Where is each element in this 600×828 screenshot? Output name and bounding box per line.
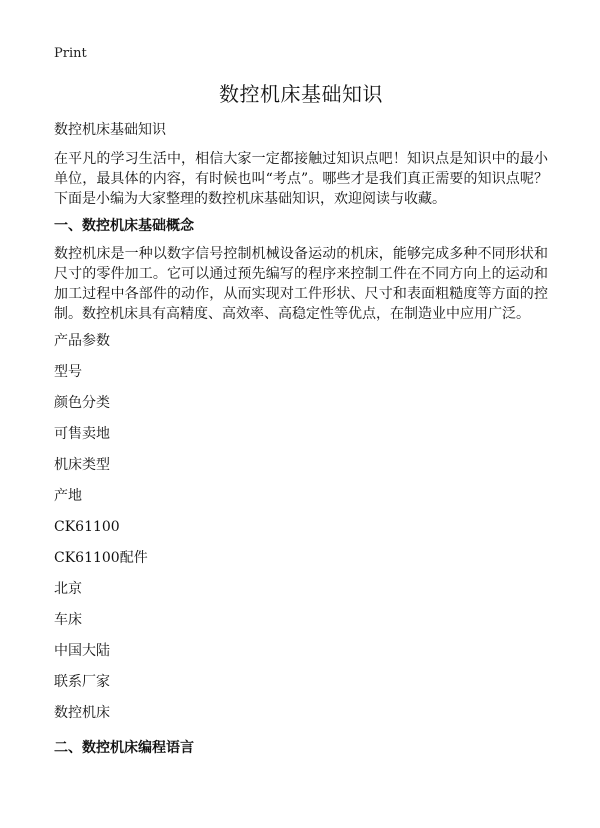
list-item: 车床 [54,612,82,628]
list-item: CK61100 [54,519,120,535]
list-item: 产品参数 [54,333,110,349]
print-link[interactable]: Print [54,46,87,61]
basics-paragraph: 数控机床是一种以数字信号控制机械设备运动的机床，能够完成多种不同形状和尺寸的零件加工。它可以通过预先编写的程序来控制工件在不同方向上的运动和加工过程中各部件的动作，从而实现对工件形状、尺寸和表面粗糙度等方面的控制。数控机床具有高精度、高效率、高稳定性等优点，在制造业中应用广泛。 [54,246,548,322]
list-item: 机床类型 [54,457,110,473]
intro-paragraph: 在平凡的学习生活中，相信大家一定都接触过知识点吧！知识点是知识中的最小单位，最具体的内容，有时候也叫“考点”。哪些才是我们真正需要的知识点呢？下面是小编为大家整理的数控机床基础知识，欢迎阅读与收藏。 [54,151,548,207]
list-item: 北京 [54,581,82,597]
list-item: 联系厂家 [54,674,110,690]
product-params-list [54,332,148,735]
list-item: 颜色分类 [54,395,110,411]
list-item: 可售卖地 [54,426,110,442]
section-heading-programming: 二、数控机床编程语言 [54,740,194,756]
list-item: 型号 [54,364,82,380]
page-title: 数控机床基础知识 [219,82,383,106]
list-item: CK61100配件 [54,550,148,566]
section-heading-basics: 一、数控机床基础概念 [54,218,194,234]
list-item: 数控机床 [54,705,110,721]
list-item: 中国大陆 [54,643,110,659]
list-item: 产地 [54,488,82,504]
document-subtitle: 数控机床基础知识 [54,122,166,138]
